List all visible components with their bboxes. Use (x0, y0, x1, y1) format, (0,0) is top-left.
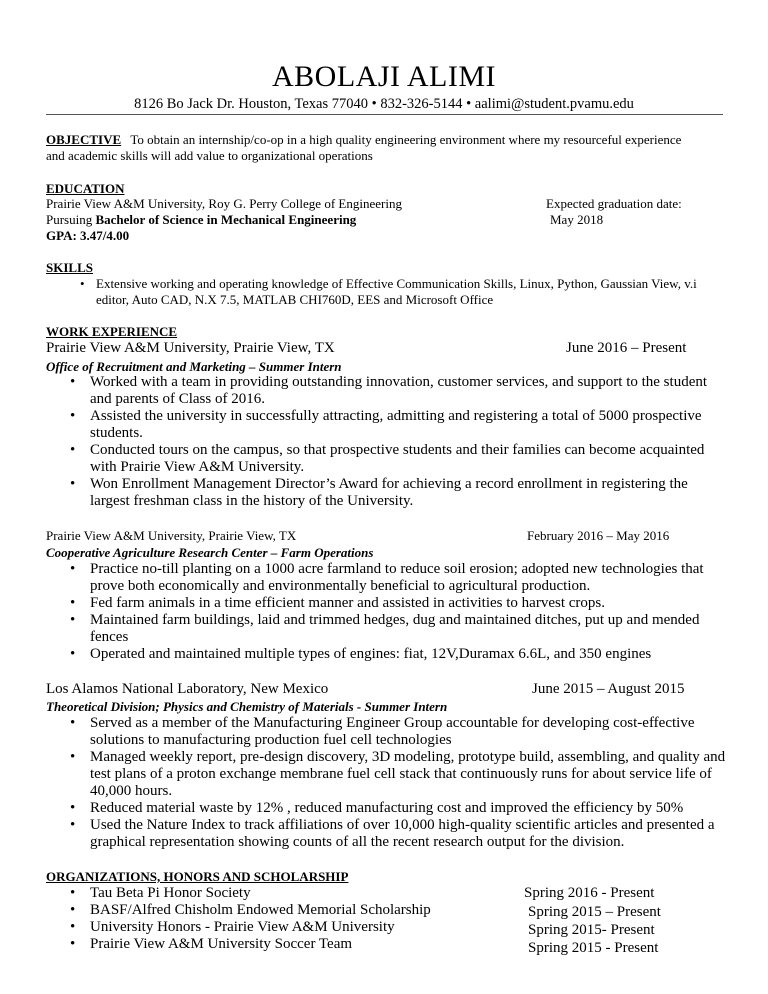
skills-list (46, 276, 726, 308)
header-divider (46, 114, 723, 115)
list-item: • Conducted tours on the campus, so that prospective students and their families can become acquainted with Prairie View A&M University. (46, 442, 726, 476)
list-item: • Fed farm animals in a time efficient manner and assisted in activities to harvest crops. (46, 595, 726, 612)
list-item: • Managed weekly report, pre-design discovery, 3D modeling, prototype build, assembling, and quality and test plans of a proton exchange membrane fuel cell stack that continuously runs for about service life of 40,000 hours. (46, 749, 726, 800)
education-grad-label: Expected graduation date: (546, 196, 682, 211)
education-degree-line (46, 212, 356, 228)
honors-item: • Prairie View A&M University Soccer Team (46, 936, 526, 953)
job-1-bullets (46, 374, 726, 510)
honors-item: • BASF/Alfred Chisholm Endowed Memorial Scholarship (46, 902, 526, 919)
education-pursuing: Pursuing (46, 212, 96, 227)
skills-item: • Extensive working and operating knowledge of Effective Communication Skills, Linux, Python, Gaussian View, v.i editor, Auto CAD, N.X 7.5, MATLAB CHI760D, EES and Microsoft Office (46, 276, 726, 308)
job-2-role: Cooperative Agriculture Research Center – Farm Operations (46, 545, 374, 560)
honors-item: • Tau Beta Pi Honor Society (46, 885, 526, 902)
objective-text-1: To obtain an internship/co-op in a high quality engineering environment where my resourceful experience (130, 132, 682, 147)
list-item: • Served as a member of the Manufacturing Engineer Group accountable for developing cost-effective solutions to manufacturing production fuel cell technologies (46, 715, 726, 749)
list-item: • Won Enrollment Management Director’s Award for achieving a record enrollment in registering the largest freshman class in the history of the University. (46, 476, 726, 510)
job-3-org: Los Alamos National Laboratory, New Mexico (46, 681, 329, 697)
job-1-role: Office of Recruitment and Marketing – Summer Intern (46, 359, 342, 374)
list-item: • Operated and maintained multiple types of engines: fiat, 12V,Duramax 6.6L, and 350 engines (46, 646, 726, 663)
list-item: • Worked with a team in providing outstanding innovation, customer services, and support to the student and parents of Class of 2016. (46, 374, 726, 408)
job-2-dates: February 2016 – May 2016 (527, 528, 670, 543)
honors-date: Spring 2015- Present (528, 922, 655, 938)
job-2-bullets (46, 561, 726, 663)
education-school: Prairie View A&M University, Roy G. Perry College of Engineering (46, 196, 402, 211)
skills-heading: SKILLS (46, 260, 93, 275)
objective-heading: OBJECTIVE (46, 132, 122, 147)
job-3-dates: June 2015 – August 2015 (532, 681, 685, 697)
work-heading: WORK EXPERIENCE (46, 324, 178, 339)
list-item: • Maintained farm buildings, laid and trimmed hedges, dug and maintained ditches, put up and mended fences (46, 612, 726, 646)
honors-heading: ORGANIZATIONS, HONORS AND SCHOLARSHIP (46, 869, 349, 884)
objective-text-2: and academic skills will add value to organizational operations (46, 148, 373, 163)
honors-list (46, 885, 526, 953)
education-heading: EDUCATION (46, 181, 125, 196)
contact-line: 8126 Bo Jack Dr. Houston, Texas 77040 • 832-326-5144 • aalimi@student.pvamu.edu (134, 96, 634, 112)
honors-date: Spring 2016 - Present (524, 885, 655, 901)
education-degree: Bachelor of Science in Mechanical Engineering (95, 212, 357, 227)
job-2-org: Prairie View A&M University, Prairie View, TX (46, 528, 297, 543)
job-3-bullets (46, 715, 726, 851)
objective-line-1 (46, 132, 681, 148)
honors-date: Spring 2015 – Present (528, 904, 661, 920)
list-item: • Practice no-till planting on a 1000 acre farmland to reduce soil erosion; adopted new technologies that prove both economically and environmentally beneficial to agricultural production. (46, 561, 726, 595)
list-item: • Used the Nature Index to track affiliations of over 10,000 high-quality scientific articles and presented a graphical representation showing counts of all the recent research output for the division. (46, 817, 726, 851)
job-1-dates: June 2016 – Present (566, 340, 687, 356)
list-item: • Reduced material waste by 12% , reduced manufacturing cost and improved the efficiency by 50% (46, 800, 726, 817)
job-1-org: Prairie View A&M University, Prairie View, TX (46, 340, 335, 356)
job-3-role: Theoretical Division; Physics and Chemistry of Materials - Summer Intern (46, 699, 448, 714)
education-grad-date: May 2018 (550, 212, 604, 227)
list-item: • Assisted the university in successfully attracting, admitting and registering a total of 5000 prospective students. (46, 408, 726, 442)
candidate-name: ABOLAJI ALIMI (272, 60, 496, 93)
honors-item: • University Honors - Prairie View A&M University (46, 919, 526, 936)
education-gpa: GPA: 3.47/4.00 (46, 228, 130, 243)
honors-date: Spring 2015 - Present (528, 940, 659, 956)
